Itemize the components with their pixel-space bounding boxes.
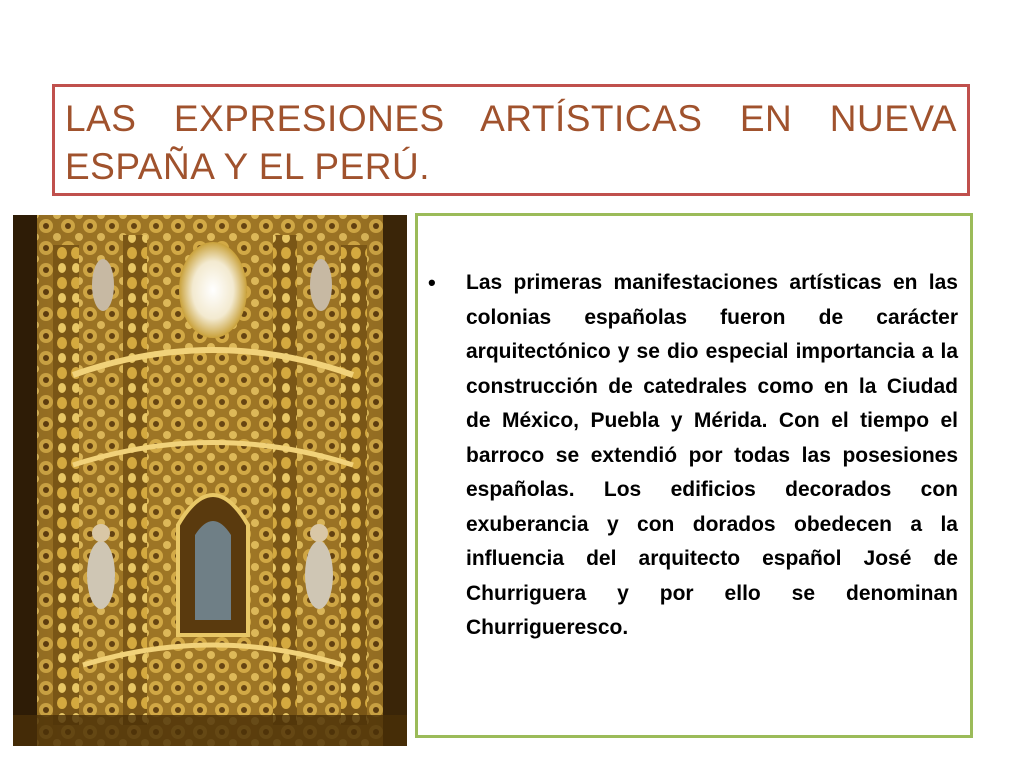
bullet-text: Las primeras manifestaciones artísticas en las colonias españolas fueron de carácter arquitectónico y se dio especial importancia a la construcción de catedrales como en la Ciudad de México, Puebla y Mérida. Con el tiempo el barroco se extendió por todas las posesiones españolas. Los edificios decorados con exuberancia y con dorados obedecen a la influencia del arquitecto español José de Churriguera y por ello se denominan Churrigueresco. (466, 271, 958, 639)
slide-title: LAS EXPRESIONES ARTÍSTICAS EN NUEVA ESPAÑA Y EL PERÚ. (65, 98, 957, 187)
altarpiece-illustration (13, 215, 407, 746)
bullet-icon: • (428, 270, 436, 295)
body-text-box (415, 213, 973, 738)
title-box (52, 84, 970, 196)
bullet-item (428, 266, 958, 646)
baroque-altarpiece-photo (13, 215, 407, 746)
